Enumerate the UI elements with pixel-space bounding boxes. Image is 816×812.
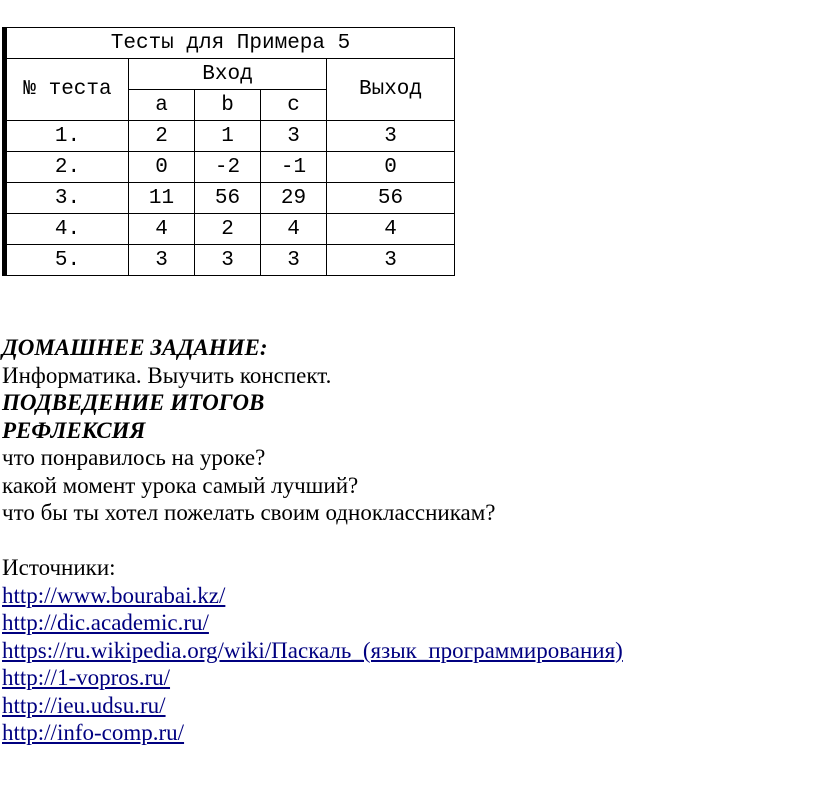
homework-text: Информатика. Выучить конспект. (2, 362, 332, 388)
blank-line (2, 527, 623, 555)
summary-heading: ПОДВЕДЕНИЕ ИТОГОВ (2, 390, 265, 415)
cell-c: 3 (261, 121, 327, 152)
source-link[interactable]: http://dic.academic.ru/ (2, 610, 209, 635)
cell-num: 1. (5, 121, 129, 152)
input-col-b-header: b (195, 90, 261, 121)
cell-b: 56 (195, 183, 261, 214)
cell-num: 4. (5, 214, 129, 245)
test-number-header: № теста (5, 59, 129, 121)
table-row (5, 214, 455, 245)
input-col-c-header: c (261, 90, 327, 121)
reflection-question: что понравилось на уроке? (2, 445, 266, 470)
cell-c: 4 (261, 214, 327, 245)
cell-num: 5. (5, 245, 129, 276)
cell-out: 4 (327, 214, 455, 245)
cell-out: 56 (327, 183, 455, 214)
table-row (5, 183, 455, 214)
cell-a: 0 (129, 152, 195, 183)
homework-heading: ДОМАШНЕЕ ЗАДАНИЕ: (2, 335, 268, 360)
cell-b: 3 (195, 245, 261, 276)
cell-out: 0 (327, 152, 455, 183)
cell-out: 3 (327, 245, 455, 276)
cell-a: 4 (129, 214, 195, 245)
cell-c: 29 (261, 183, 327, 214)
cell-num: 3. (5, 183, 129, 214)
cell-c: -1 (261, 152, 327, 183)
reflection-question: какой момент урока самый лучший? (2, 472, 359, 498)
cell-c: 3 (261, 245, 327, 276)
cell-a: 2 (129, 121, 195, 152)
cell-a: 3 (129, 245, 195, 276)
cell-out: 3 (327, 121, 455, 152)
tests-table (2, 27, 455, 276)
source-link[interactable]: http://ieu.udsu.ru/ (2, 692, 166, 718)
source-link[interactable]: http://1-vopros.ru/ (2, 665, 171, 690)
cell-a: 11 (129, 183, 195, 214)
source-link[interactable]: http://info-comp.ru/ (2, 720, 185, 745)
cell-b: 2 (195, 214, 261, 245)
cell-b: 1 (195, 121, 261, 152)
source-link[interactable]: http://www.bourabai.kz/ (2, 582, 226, 608)
lesson-text (2, 334, 623, 747)
input-col-a-header: a (129, 90, 195, 121)
sources-heading: Источники: (2, 555, 116, 580)
reflection-question: что бы ты хотел пожелать своим одноклассникам? (2, 500, 496, 525)
table-row (5, 245, 455, 276)
output-header: Выход (327, 59, 455, 121)
source-link[interactable]: https://ru.wikipedia.org/wiki/Паскаль_(язык_программирования) (2, 637, 623, 663)
input-header: Вход (129, 59, 327, 90)
reflection-heading: РЕФЛЕКСИЯ (2, 417, 146, 443)
cell-b: -2 (195, 152, 261, 183)
table-title: Тесты для Примера 5 (5, 28, 455, 59)
table-row (5, 152, 455, 183)
cell-num: 2. (5, 152, 129, 183)
table-row (5, 121, 455, 152)
